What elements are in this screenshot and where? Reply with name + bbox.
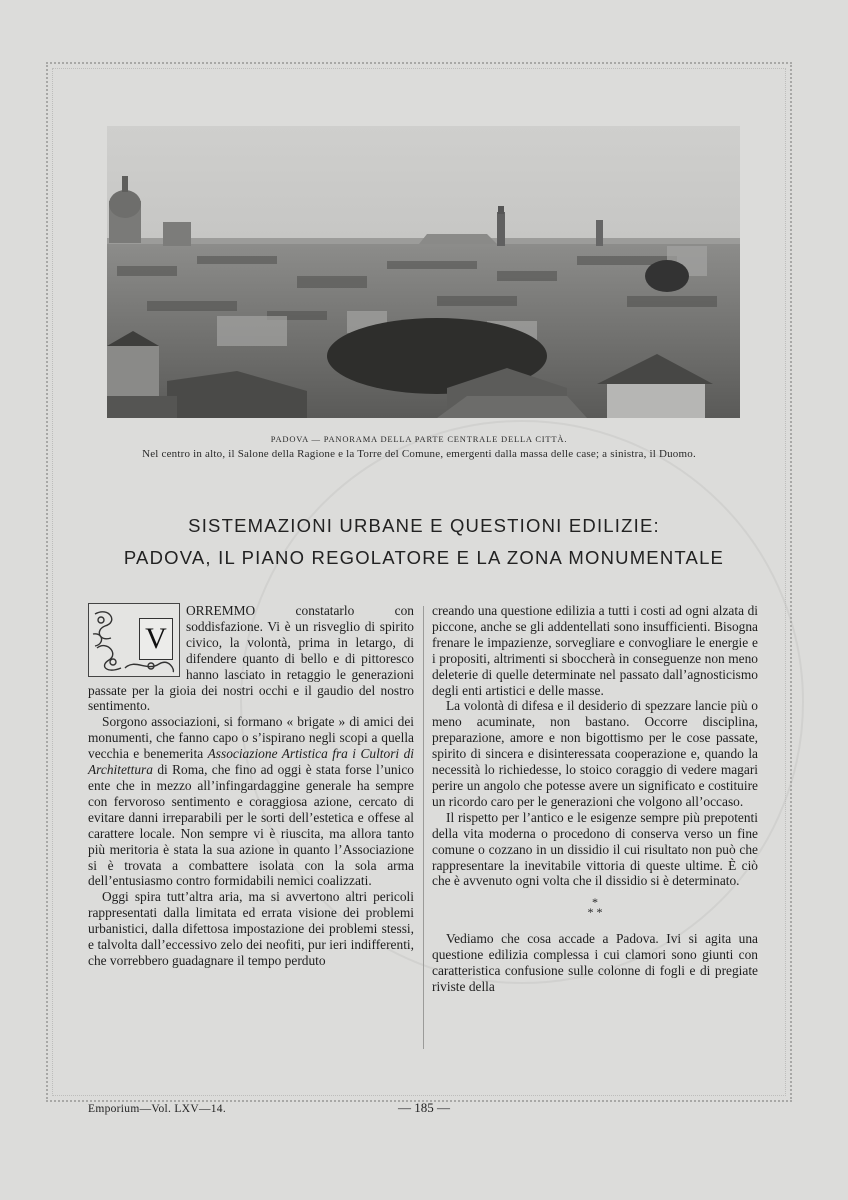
paragraph-4: creando una questione edilizia a tutti i costi ad ogni alzata di piccone, anche se gli addentellati sono insufficienti. Bisogna frenare le impazienze, sorvegliare e convogliare le energie e i propositi, altrimenti si sboccherà in conseguenze non meno deleterie di quelle determinate nel passato dall’agnosticismo degli enti artistici e delle masse. [432,603,758,698]
article-title [60,510,788,574]
article-title-line-1: SISTEMAZIONI URBANE E QUESTIONI EDILIZIE: [188,515,660,536]
paragraph-6: Il rispetto per l’antico e le esigenze sempre più prepotenti della vita moderna o procedono di conserva verso un fine comune o cozzano in un dissidio il cui risultato non può che rappresentare la inevitabile vittoria di queste ultime. È ciò che è avvenuto ogni volta che il dissidio si è determinato. [432,809,758,889]
panorama-illustration [107,126,740,418]
article-column-right [432,603,758,995]
drop-cap-letter: V [139,618,173,660]
paragraph-1: ORREMMO constatarlo con soddisfazione. Vi è un risveglio di spirito civico, la volontà, prima in letargo, di difendere quanto di bello e di pittoresco hanno lasciato in retaggio le generazioni passate per la gioia dei nostri occhi e il gaudio del nostro sentimento. [88,603,414,714]
page-number: — 185 — [398,1100,450,1115]
paragraph-2 [88,714,414,889]
article-column-left [88,603,414,969]
paragraph-2-end: di Roma, che fino ad oggi è stata forse l’unico ente che in mezzo all’infingardaggine generale ha sempre con fervoroso sentimento e coraggiosa azione, cercato di evitare danni irreparabili per le sorti dell’estetica e offese al carattere locale. Non sempre vi è riuscita, ma allora tanto più meritoria è stata la sua azione in quanto l’Associazione si è trovata a combattere isolata con la sola arma dell’entusiasmo contro formidabili nemici coalizzati. [88,762,414,889]
panorama-photo [107,126,740,418]
separator-star-bottom: * * [587,905,603,920]
paragraph-3: Oggi spira tutt’altra aria, ma si avvertono altri pericoli rappresentati dalla limitata ed errata visione dei problemi urbanistici, dalla difettosa impostazione dei problemi stessi, e talvolta dall’eccessivo zelo dei neofiti, pur ieri indifferenti, che vorrebbero guadagnare il tempo perduto [88,889,414,968]
column-divider [423,606,424,1049]
paragraph-7: Vediamo che cosa accade a Padova. Ivi si agita una questione edilizia complessa i cui clamori sono giunti con caratteristica confusione sulle colonne di fogli e di pregiate riviste della [432,931,758,995]
ornamental-initial [88,603,180,677]
photo-caption-title: PADOVA — PANORAMA DELLA PARTE CENTRALE DELLA CITTÀ. [270,434,568,444]
separator-star-top: * [592,895,598,910]
article-title-line-2: PADOVA, IL PIANO REGOLATORE E LA ZONA MONUMENTALE [123,547,725,568]
association-name: Associazione Artistica fra i Cultori di Architettura [88,746,414,778]
section-separator [432,895,758,920]
paragraph-2-start: Sorgono associazioni, si formano « brigate » di amici dei monumenti, che fanno capo o s’ispirano negli scopi a quella vecchia e benemerita [88,714,414,762]
paragraph-5: La volontà di difesa e il desiderio di spezzare lancie più o meno acuminate, non bastano. Occorre disciplina, preparazione, amore e non bigottismo per le cose passate, spirito di sincera e disinteressata cooperazione e, quando la necessità lo richiedesse, lo stoico coraggio di vedere magari perire un angolo che potesse avere un significato e costituire un ricordo caro per le generazioni che volgono all’occaso. [432,698,758,809]
journal-reference: Emporium—Vol. LXV—14. [88,1103,227,1115]
photo-caption-text: Nel centro in alto, il Salone della Ragione e la Torre del Comune, emergenti dalla massa delle case; a sinistra, il Duomo. [142,448,696,460]
